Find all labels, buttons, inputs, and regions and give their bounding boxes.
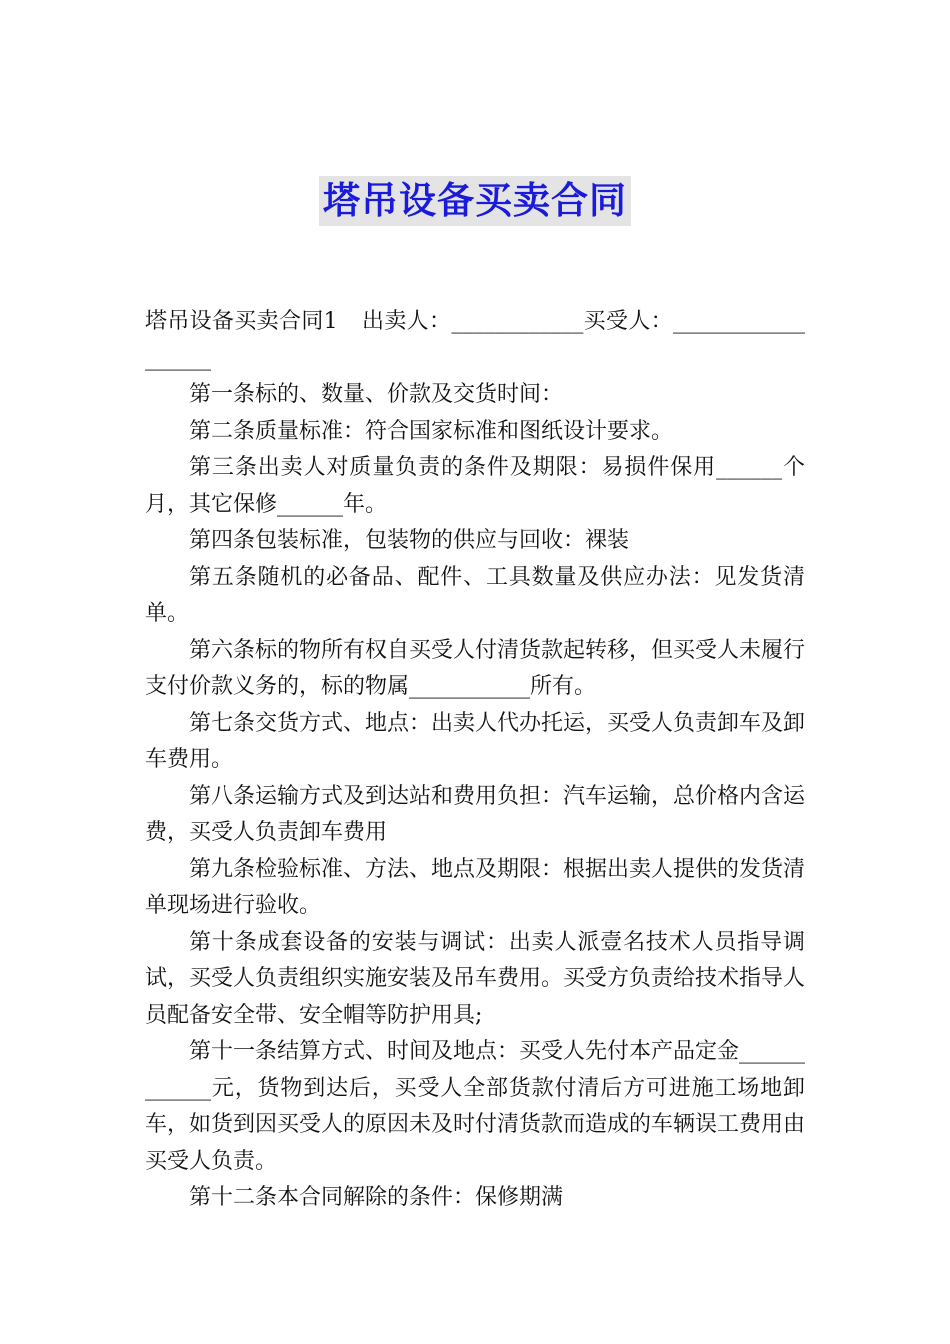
buyer-field: 买受人：__________________ [145,309,805,371]
clause-1: 第一条标的、数量、价款及交货时间： [189,382,564,407]
clause-5: 第五条随机的必备品、配件、工具数量及供应办法：见发货清单。 [145,564,805,626]
clause-9: 第九条检验标准、方法、地点及期限：根据出卖人提供的发货清单现场进行验收。 [145,856,806,918]
seller-field: 出卖人：____________ [361,309,584,334]
clause-6: 第六条标的物所有权自买受人付清货款起转移，但买受人未履行支付价款义务的，标的物属___________所有。 [145,637,806,699]
clause-7: 第七条交货方式、地点：出卖人代办托运，买受人负责卸车及卸车费用。 [145,710,806,772]
document-title-wrapper [0,176,950,227]
clause-3: 第三条出卖人对质量负责的条件及期限：易损件保用______个月，其它保修______年。 [145,455,805,517]
contract-heading: 塔吊设备买卖合同1 [145,309,338,334]
contract-header-line [145,304,805,377]
clause-12: 第十二条本合同解除的条件：保修期满 [189,1185,564,1210]
document-title: 塔吊设备买卖合同 [319,176,631,226]
clause-4: 第四条包装标准，包装物的供应与回收：裸装 [189,528,630,553]
clause-2: 第二条质量标准：符合国家标准和图纸设计要求。 [189,418,674,444]
clause-10: 第十条成套设备的安装与调试：出卖人派壹名技术人员指导调试，买受人负责组织实施安装及吊车费用。买受方负责给技术指导人员配备安全带、安全帽等防护用具; [145,929,806,1028]
clause-11: 第十一条结算方式、时间及地点：买受人先付本产品定金____________元，货物到达后，买受人全部货款付清后方可进施工场地卸车，如货到因买受人的原因未及时付清货款而造成的车辆误工费用由买受人负责。 [145,1039,806,1174]
contract-body [145,304,805,1217]
clause-8: 第八条运输方式及到达站和费用负担：汽车运输，总价格内含运费，买受人负责卸车费用 [145,783,806,845]
